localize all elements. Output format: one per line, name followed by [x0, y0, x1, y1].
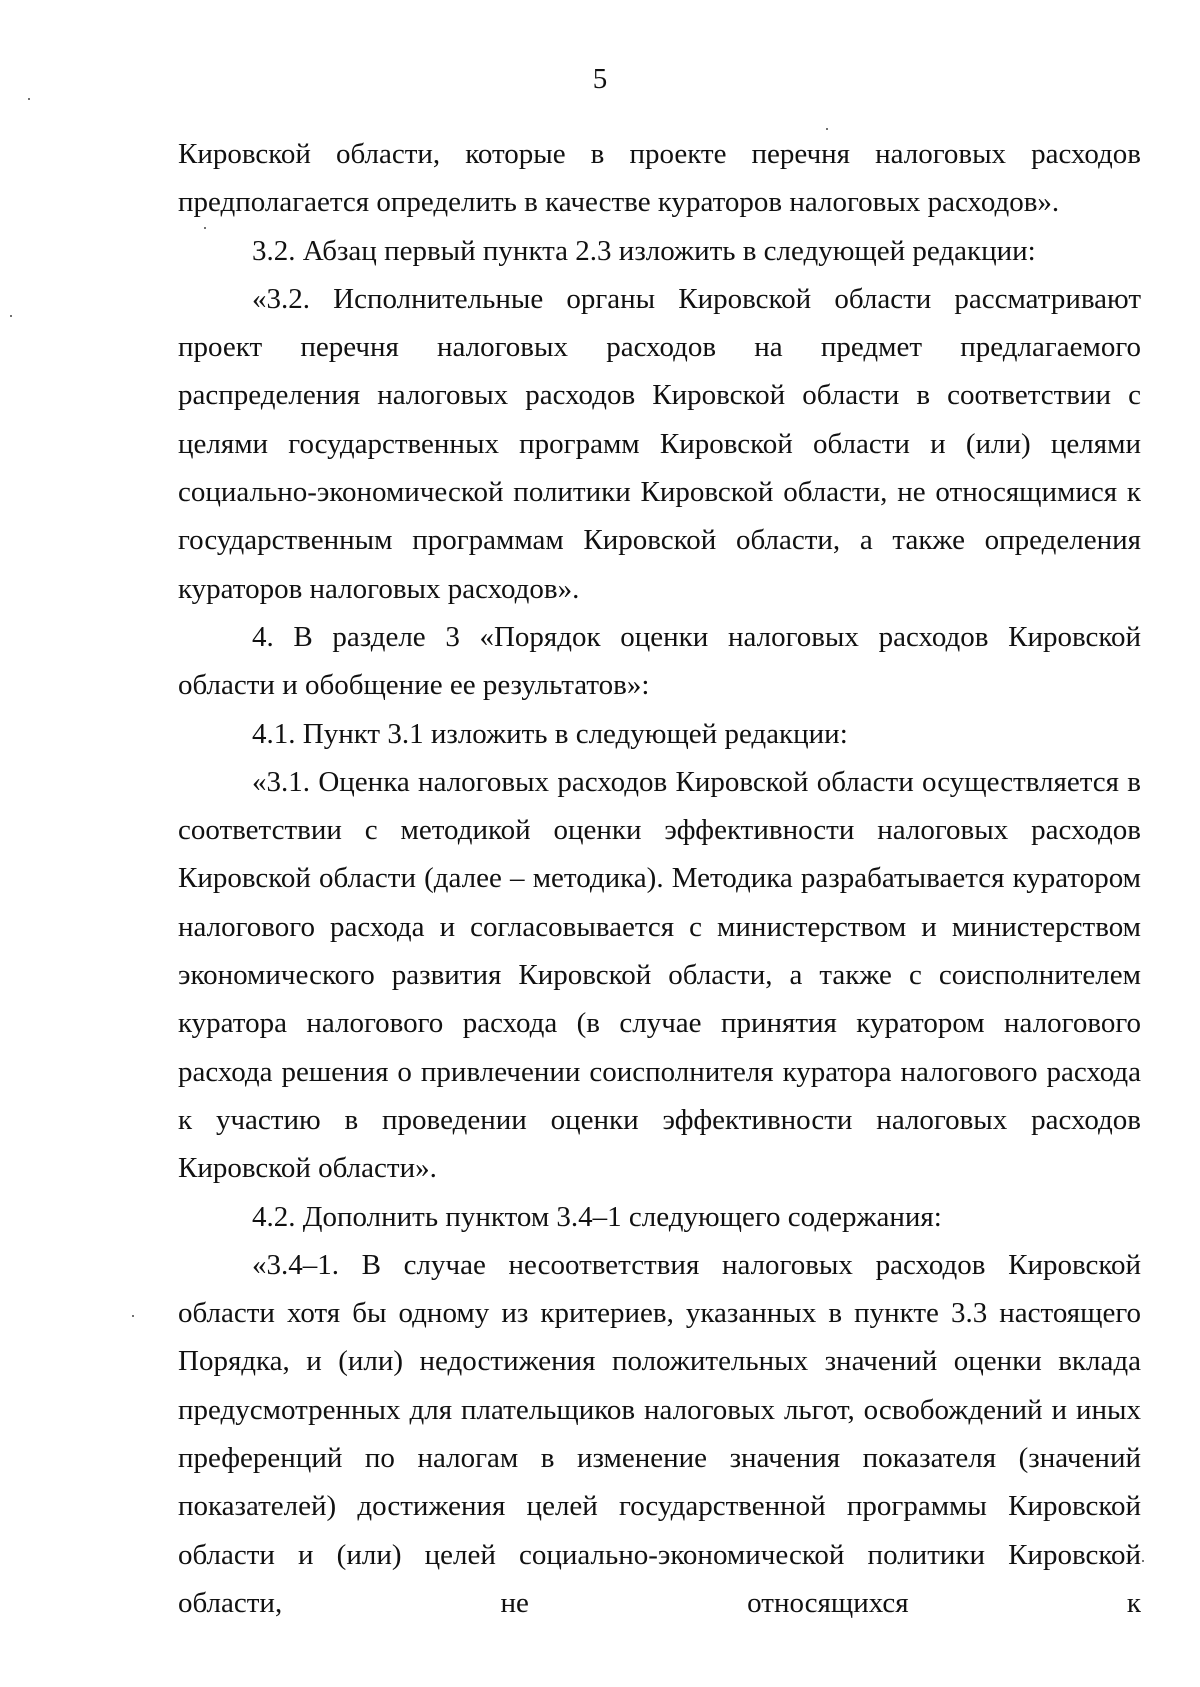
- scan-speck: [28, 98, 30, 100]
- scan-speck: [1142, 1560, 1144, 1562]
- scan-speck: [10, 315, 12, 317]
- scan-speck: [826, 128, 828, 130]
- scan-speck: [132, 1315, 134, 1317]
- paragraph-item-4: 4. В разделе 3 «Порядок оценки налоговых расходов Кировской области и обобщение ее результатов»:: [178, 620, 1141, 702]
- paragraph-item-4-1: 4.1. Пункт 3.1 изложить в следующей редакции:: [252, 717, 848, 750]
- paragraph-item-4-2: 4.2. Дополнить пунктом 3.4–1 следующего содержания:: [252, 1200, 942, 1233]
- paragraph-quote-3-1: «3.1. Оценка налоговых расходов Кировской области осуществляется в соответствии с методикой оценки эффективности налоговых расходов Кировской области (далее – методика). Методика разрабатывается куратором налогового расхода и согласовывается с министерством и министерством экономического развития Кировской области, а также с соисполнителем куратора налогового расхода (в случае принятия куратором налогового расхода решения о привлечении соисполнителя куратора налогового расхода к участию в проведении оценки эффективности налоговых расходов Кировской области».: [178, 765, 1141, 1185]
- page-number: 5: [592, 63, 608, 95]
- paragraph-quote-3-4-1: «3.4–1. В случае несоответствия налоговых расходов Кировской области хотя бы одному из критериев, указанных в пункте 3.3 настоящего Порядка, и (или) недостижения положительных значений оценки вклада предусмотренных для плательщиков налоговых льгот, освобождений и иных преференций по налогам в изменение значения показателя (значений показателей) достижения целей государственной программы Кировской области и (или) целей социально-экономической политики Кировской области, не относящихся к: [178, 1248, 1141, 1619]
- paragraph-item-3-2: 3.2. Абзац первый пункта 2.3 изложить в следующей редакции:: [252, 234, 1036, 267]
- document-body: [178, 130, 1141, 1627]
- paragraph-continuation: Кировской области, которые в проекте перечня налоговых расходов предполагается определить в качестве кураторов налоговых расходов».: [178, 138, 1141, 219]
- paragraph-quote-3-2: «3.2. Исполнительные органы Кировской области рассматривают проект перечня налоговых расходов на предмет предлагаемого распределения налоговых расходов Кировской области в соответствии с целями государственных программ Кировской области и (или) целями социально-экономической политики Кировской области, не относящимися к государственным программам Кировской области, а также определения кураторов налоговых расходов».: [178, 282, 1141, 605]
- scan-speck: [204, 227, 206, 229]
